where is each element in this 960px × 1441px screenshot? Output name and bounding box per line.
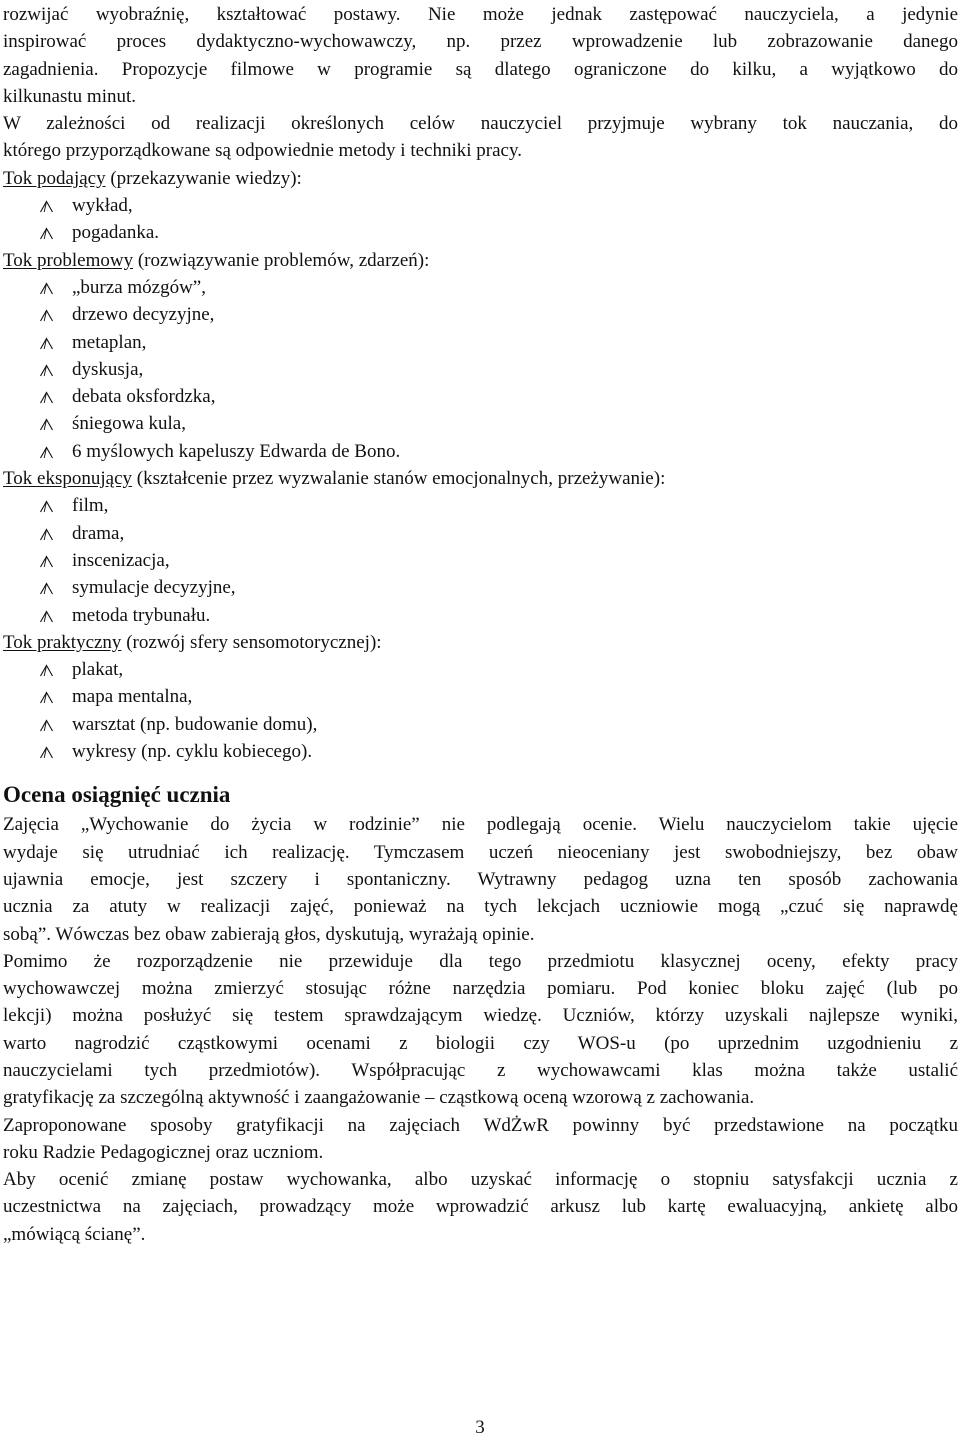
tok-description: (rozwiązywanie problemów, zdarzeń): <box>133 249 430 271</box>
text-line: „mówiącą ścianę”. <box>3 1223 146 1245</box>
text-line: którego przyporządkowane są odpowiednie metody i techniki pracy. <box>3 140 522 162</box>
method-list <box>3 492 958 628</box>
list-item-text: drama, <box>72 522 125 544</box>
list-item <box>3 383 958 410</box>
text-line: wychowawczej można zmierzyć stosując różne narzędzia pomiaru. Pod koniec bloku zajęć (lub po <box>3 978 958 1000</box>
page-number: 3 <box>475 1417 485 1438</box>
list-item-text: dyskusja, <box>72 358 144 380</box>
text-line: zagadnienia. Propozycje filmowe w programie są dlatego ograniczone do kilku, a wyjątkowo do <box>3 58 958 80</box>
text-line: kilkunastu minut. <box>3 85 136 107</box>
document-page <box>3 1 958 1248</box>
list-item-text: metoda trybunału. <box>72 604 211 626</box>
text-line: uczestnictwa na zajęciach, prowadzący może wprowadzić arkusz lub kartę ewaluacyjną, ankietę albo <box>3 1196 958 1218</box>
tok-heading <box>3 629 958 656</box>
bullet-icon <box>39 301 54 322</box>
list-item <box>3 602 958 629</box>
bullet-icon <box>39 711 54 732</box>
bullet-icon <box>39 274 54 295</box>
tok-description: (rozwój sfery sensomotorycznej): <box>121 631 382 653</box>
list-item <box>3 738 958 765</box>
list-item <box>3 683 958 710</box>
bullet-icon <box>39 192 54 213</box>
text-line: roku Radzie Pedagogicznej oraz uczniom. <box>3 1141 324 1163</box>
bullet-icon <box>39 410 54 431</box>
list-item-text: 6 myślowych kapeluszy Edwarda de Bono. <box>72 440 401 462</box>
text-line: rozwijać wyobraźnię, kształtować postawy. Nie może jednak zastępować nauczyciela, a jedynie <box>3 4 958 25</box>
intro-paragraph <box>3 1 958 110</box>
tok-paragraph <box>3 110 958 165</box>
tok-name: Tok podający <box>3 167 106 189</box>
bullet-icon <box>39 219 54 240</box>
section-paragraph <box>3 1112 958 1167</box>
bullet-icon <box>39 438 54 459</box>
text-line: sobą”. Wówczas bez obaw zabierają głos, dyskutują, wyrażają opinie. <box>3 923 535 945</box>
tok-heading <box>3 247 958 274</box>
list-item <box>3 219 958 246</box>
list-item <box>3 574 958 601</box>
section-paragraph <box>3 811 958 947</box>
method-list <box>3 656 958 765</box>
list-item-text: pogadanka. <box>72 222 160 244</box>
bullet-icon <box>39 356 54 377</box>
list-item-text: warsztat (np. budowanie domu), <box>72 713 318 735</box>
text-line: Zajęcia „Wychowanie do życia w rodzinie” nie podlegają ocenie. Wielu nauczycielom takie ujęcie <box>3 814 958 836</box>
list-item <box>3 410 958 437</box>
list-item <box>3 492 958 519</box>
list-item <box>3 329 958 356</box>
list-item <box>3 438 958 465</box>
bullet-icon <box>39 329 54 350</box>
text-line: nauczycielami tych przedmiotów). Współpracując z wychowawcami klas można także ustalić <box>3 1059 958 1081</box>
bullet-icon <box>39 738 54 759</box>
list-item-text: debata oksfordzka, <box>72 386 216 408</box>
text-line: W zależności od realizacji określonych celów nauczyciel przyjmuje wybrany tok nauczania, do <box>3 113 958 135</box>
bullet-icon <box>39 492 54 513</box>
text-line: Aby ocenić zmianę postaw wychowanka, albo uzyskać informację o stopniu satysfakcji ucznia z <box>3 1169 958 1191</box>
list-item <box>3 356 958 383</box>
bullet-icon <box>39 520 54 541</box>
list-item-text: mapa mentalna, <box>72 686 193 708</box>
tok-heading <box>3 165 958 192</box>
tok-heading <box>3 465 958 492</box>
section-heading: Ocena osiągnięć ucznia <box>3 782 231 808</box>
list-item-text: symulacje decyzyjne, <box>72 577 236 599</box>
bullet-icon <box>39 383 54 404</box>
list-item-text: „burza mózgów”, <box>72 276 206 298</box>
text-line: Zaproponowane sposoby gratyfikacji na zajęciach WdŻwR powinny być przedstawione na początku <box>3 1114 958 1136</box>
bullet-icon <box>39 574 54 595</box>
list-item <box>3 547 958 574</box>
list-item-text: metaplan, <box>72 331 147 353</box>
text-line: wydaje się utrudniać ich realizację. Tymczasem uczeń nieoceniany jest swobodniejszy, bez obaw <box>3 841 958 863</box>
section-paragraph <box>3 948 958 1112</box>
list-item <box>3 301 958 328</box>
tok-description: (kształcenie przez wyzwalanie stanów emocjonalnych, przeżywanie): <box>132 468 666 490</box>
list-item <box>3 520 958 547</box>
list-item-text: śniegowa kula, <box>72 413 186 435</box>
tok-name: Tok eksponujący <box>3 468 133 490</box>
list-item <box>3 192 958 219</box>
bullet-icon <box>39 602 54 623</box>
bullet-icon <box>39 683 54 704</box>
bullet-icon <box>39 656 54 677</box>
section-paragraph <box>3 1166 958 1248</box>
list-item-text: drzewo decyzyjne, <box>72 304 215 326</box>
text-line: gratyfikację za szczególną aktywność i zaangażowanie – cząstkową oceną wzorową z zachowania. <box>3 1087 755 1109</box>
tok-description: (przekazywanie wiedzy): <box>105 167 302 189</box>
text-line: ucznia za atuty w realizacji zajęć, ponieważ na tych lekcjach uczniowie mogą „czuć się naprawdę <box>3 896 958 918</box>
section-body <box>3 811 958 1248</box>
text-line: inspirować proces dydaktyczno-wychowawczy, np. przez wprowadzenie lub zobrazowanie danego <box>3 31 958 53</box>
list-item-text: wykresy (np. cyklu kobiecego). <box>72 741 313 763</box>
list-item-text: plakat, <box>72 659 124 681</box>
method-list <box>3 274 958 465</box>
list-item-text: film, <box>72 495 109 517</box>
bullet-icon <box>39 547 54 568</box>
text-line: warto nagrodzić cząstkowymi ocenami z biologii czy WOS-u (po uprzednim uzgodnieniu z <box>3 1032 958 1054</box>
list-item-text: inscenizacja, <box>72 549 170 571</box>
text-line: ujawnia emocje, jest szczery i spontaniczny. Wytrawny pedagog uzna ten sposób zachowania <box>3 868 958 890</box>
list-item <box>3 656 958 683</box>
list-item-text: wykład, <box>72 195 133 217</box>
list-item <box>3 711 958 738</box>
method-list <box>3 192 958 247</box>
text-line: lekcji) można posłużyć się testem sprawdzającym wiedzę. Uczniów, którzy uzyskali najlepsze wyniki, <box>3 1005 958 1027</box>
tok-name: Tok problemowy <box>3 249 134 271</box>
text-line: Pomimo że rozporządzenie nie przewiduje dla tego przedmiotu klasycznej oceny, efekty pracy <box>3 950 958 972</box>
list-item <box>3 274 958 301</box>
teaching-modes <box>3 165 958 766</box>
tok-name: Tok praktyczny <box>3 631 122 653</box>
